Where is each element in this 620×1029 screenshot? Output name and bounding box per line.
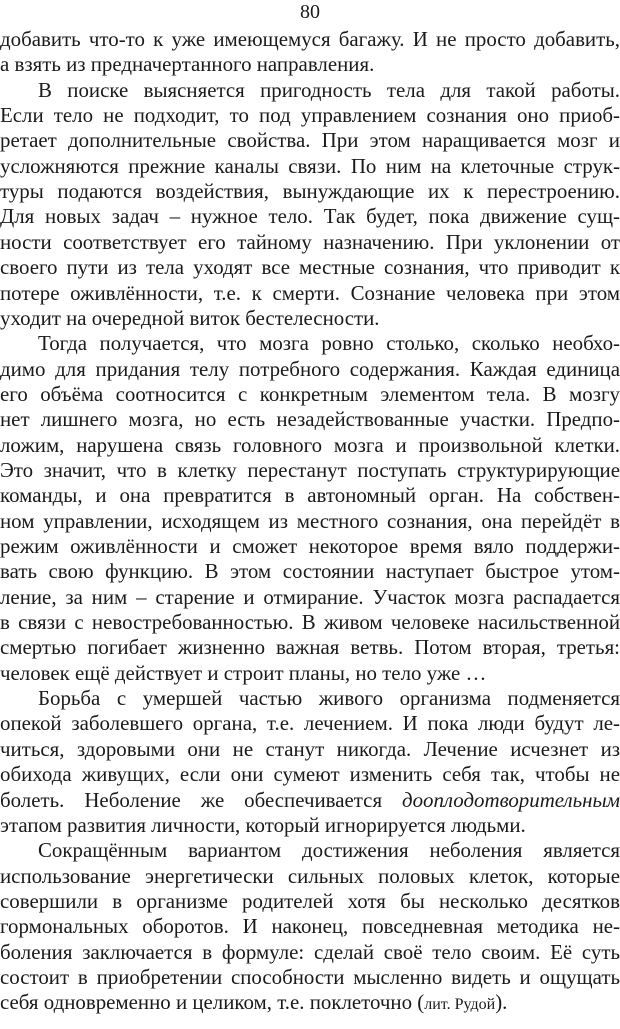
line-text: читься, здоровыми они не станут никогда. Лечение исчезнет из: [0, 736, 620, 761]
line-text: Тогда получается, что мозга ровно столько, сколько необхо-: [38, 331, 620, 356]
line-text: боления заключается в формуле: сделай своё тело своим. Её суть: [0, 939, 620, 964]
line-text: опекой заболевшего органа, т.е. лечением. И пока люди будут ле-: [0, 711, 620, 736]
line-text: совершили в организме родителей хотя бы несколько десятков: [0, 888, 620, 913]
line-text: человек ещё действует и строит планы, но тело уже …: [0, 660, 487, 685]
line-text: потере оживлённости, т.е. к смерти. Сознание человека при этом: [0, 280, 620, 305]
line-text: вать свою функцию. В этом состоянии наступает быстрое утом-: [0, 559, 620, 584]
line-text: Это значит, что в клетку перестанут поступать структурирующие: [0, 457, 620, 482]
line-tail: ).: [495, 990, 508, 1015]
line-text: В поиске выясняется пригодность тела для такой работы.: [38, 77, 620, 102]
line-text: ложим, нарушена связь головного мозга и произвольной клетки.: [0, 432, 620, 457]
line-text: Для новых задач – нужное тело. Так будет, пока движение сущ-: [0, 204, 620, 229]
line-text: ление, за ним – старение и отмирание. Участок мозга распадается: [0, 584, 620, 609]
italic-term: дооплодотворительным: [402, 787, 620, 812]
line-text: гормональных оборотов. И наконец, повседневная методика не-: [0, 914, 620, 939]
line-text: болеть. Неболение же обеспечивается: [0, 787, 403, 812]
line-text: своего пути из тела уходят все местные сознания, что приводит к: [0, 255, 620, 280]
line-text: режим оживлённости и сможет некоторое время вяло поддержи-: [0, 534, 620, 558]
line-text: ном управлении, исходящем из местного сознания, она перейдёт в: [0, 508, 620, 533]
text-line: [0, 987, 620, 1017]
reference-note: лит. Рудой: [424, 996, 496, 1014]
line-text: в связи с невостребованностью. В живом человеке насильственной: [0, 610, 620, 635]
line-text: использование энергетически сильных половых клеток, которые: [0, 863, 620, 888]
line-text: команды, и она превратится в автономный орган. На собствен-: [0, 483, 620, 508]
line-text: Если тело не подходит, то под управлением сознания оно приоб-: [0, 103, 620, 128]
line-text: усложняются прежние каналы связи. По ним на клеточные струк-: [0, 153, 620, 178]
line-text: себя одновременно и целиком, т.е. поклеточно (: [0, 990, 425, 1015]
line-text: состоит в приобретении способности мысленно видеть и ощущать: [0, 964, 620, 989]
line-text: добавить что-то к уже имеющемуся багажу. И не просто добавить,: [0, 27, 620, 51]
line-text: ретает дополнительные свойства. При этом наращивается мозг и: [0, 128, 620, 153]
line-text: его объёма соотносится с конкретным элементом тела. В мозгу: [0, 381, 620, 406]
line-text: уходит на очередной виток бестелесности.: [0, 305, 380, 330]
line-text: а взять из предначертанного направления.: [0, 52, 375, 77]
line-text: этапом развития личности, который игнорируется людьми.: [0, 812, 526, 837]
line-text: Борьба с умершей частью живого организма подменяется: [38, 686, 620, 711]
line-text: Сокращённым вариантом достижения неболения является: [38, 838, 620, 863]
line-text: обихода живущих, если они сумеют изменить себя так, чтобы не: [0, 762, 620, 787]
page-number: 80: [300, 1, 320, 23]
line-text: туры подаются воздействия, вынуждающие их к перестроению.: [0, 179, 620, 204]
line-text: смертью погибает жизненно важная ветвь. Потом вторая, третья:: [0, 635, 620, 660]
line-text: димо для придания телу потребного содержания. Каждая единица: [0, 356, 620, 381]
line-text: нет лишнего мозга, но есть незадействованные участки. Предпо-: [0, 407, 620, 432]
line-text: ности соответствует его тайному назначению. При уклонении от: [0, 229, 620, 254]
